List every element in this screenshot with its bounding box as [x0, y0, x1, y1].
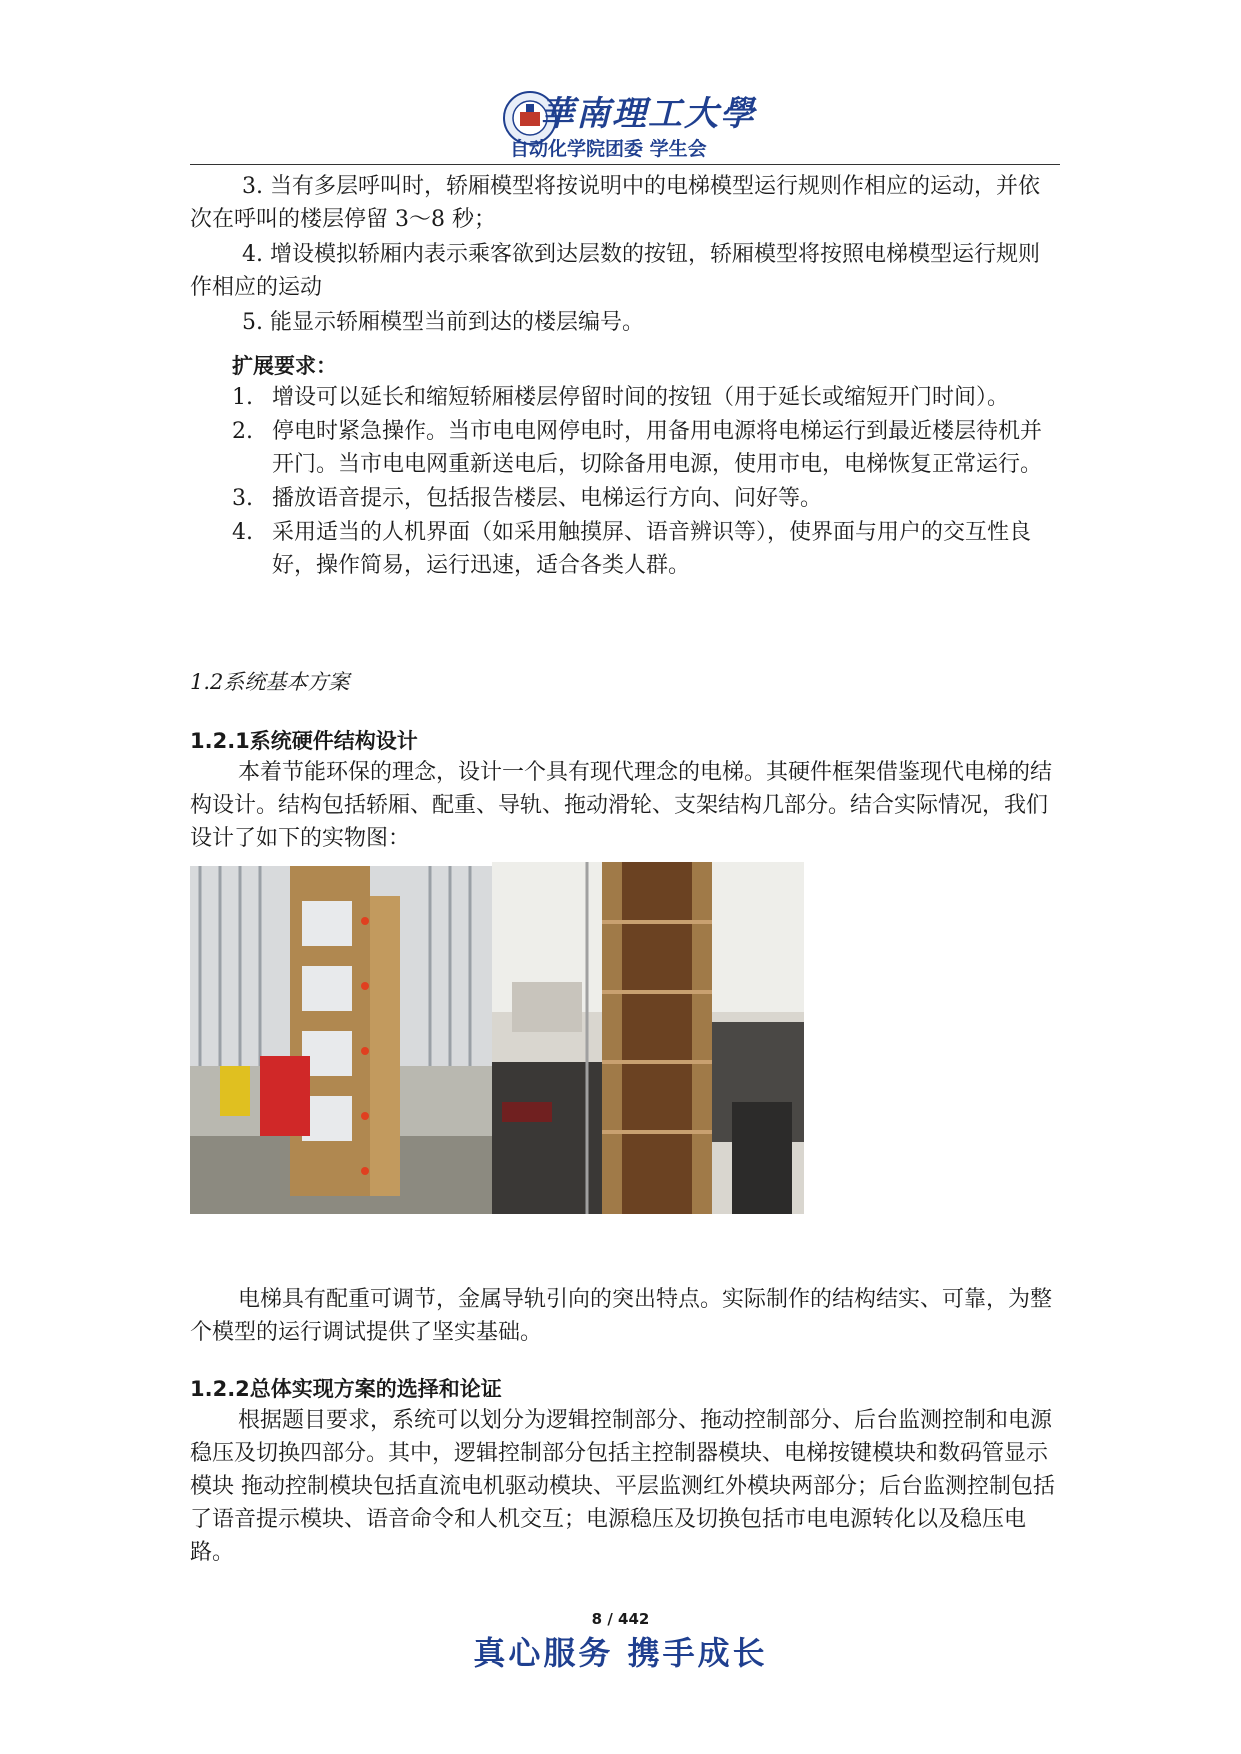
basic-item-3: 3. 当有多层呼叫时，轿厢模型将按说明中的电梯模型运行规则作相应的运动，并依次在呼叫的楼层停留 3～8 秒；	[190, 174, 1040, 232]
extended-heading: 扩展要求：	[232, 354, 337, 378]
extended-list	[232, 381, 1060, 582]
extended-item	[232, 381, 1060, 414]
header-subtitle: 自动化学院团委 学生会	[510, 138, 707, 160]
extended-item-number: 3.	[232, 486, 253, 511]
section-1-2-1-heading: 1.2.1系统硬件结构设计	[190, 729, 418, 753]
extended-item	[232, 516, 1060, 582]
university-name: 華南理工大學	[540, 94, 756, 134]
extended-item-number: 2.	[232, 419, 253, 444]
basic-requirements	[190, 170, 1060, 339]
section-1-2-heading: 1.2系统基本方案	[190, 670, 350, 694]
basic-item-5: 5. 能显示轿厢模型当前到达的楼层编号。	[242, 310, 644, 335]
extended-item	[232, 415, 1060, 481]
basic-item-4: 4. 增设模拟轿厢内表示乘客欲到达层数的按钮，轿厢模型将按照电梯模型运行规则作相应的运动	[190, 242, 1040, 300]
extended-item	[232, 482, 1060, 515]
header-divider	[190, 164, 1060, 165]
footer-slogan: 真心服务 携手成长	[473, 1634, 768, 1672]
section-1-2-1-para2: 电梯具有配重可调节，金属导轨引向的突出特点。实际制作的结构结实、可靠，为整个模型的运行调试提供了坚实基础。	[190, 1287, 1053, 1345]
extended-item-text: 播放语音提示，包括报告楼层、电梯运行方向、问好等。	[272, 486, 823, 511]
section-1-2-1-para1: 本着节能环保的理念，设计一个具有现代理念的电梯。其硬件框架借鉴现代电梯的结构设计。结构包括轿厢、配重、导轨、拖动滑轮、支架结构几部分。结合实际情况，我们设计了如下的实物图：	[190, 760, 1053, 851]
section-1-2-2-heading: 1.2.2总体实现方案的选择和论证	[190, 1377, 502, 1401]
page-number: 8 / 442	[591, 1610, 650, 1628]
section-1-2-2-para: 根据题目要求，系统可以划分为逻辑控制部分、拖动控制部分、后台监测控制和电源稳压及切换四部分。其中，逻辑控制部分包括主控制器模块、电梯按键模块和数码管显示模块 拖动控制模块包括直流电机驱动模块、平层监测红外模块两部分；后台监测控制包括了语音提示模块、语音命令和人机交互；电源稳压及切换包括市电电源转化以及稳压电路。	[190, 1408, 1055, 1565]
elevator-model-photo-left	[190, 866, 492, 1214]
elevator-model-photo-right	[492, 862, 804, 1214]
extended-item-text: 停电时紧急操作。当市电电网停电时，用备用电源将电梯运行到最近楼层待机并开门。当市电电网重新送电后，切除备用电源，使用市电，电梯恢复正常运行。	[272, 419, 1043, 477]
extended-item-text: 增设可以延长和缩短轿厢楼层停留时间的按钮（用于延长或缩短开门时间）。	[272, 385, 1010, 410]
extended-item-text: 采用适当的人机界面（如采用触摸屏、语音辨识等），使界面与用户的交互性良好，操作简易，运行迅速，适合各类人群。	[272, 520, 1032, 578]
extended-item-number: 4.	[232, 520, 253, 545]
extended-item-number: 1.	[232, 385, 253, 410]
